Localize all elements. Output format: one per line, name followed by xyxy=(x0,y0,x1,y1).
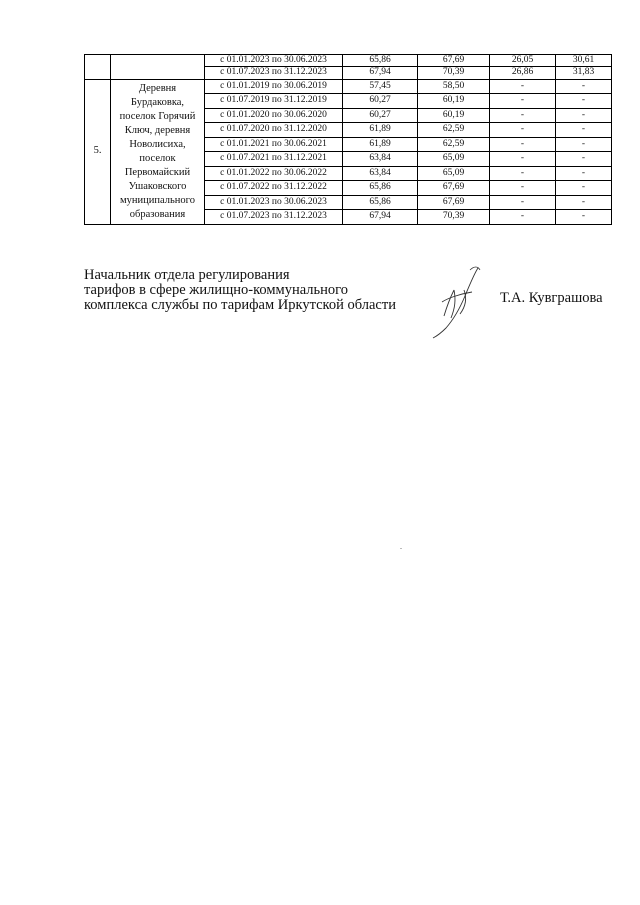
period-cell: с 01.01.2022 по 30.06.2022 xyxy=(205,166,343,181)
period-cell: с 01.01.2023 по 30.06.2023 xyxy=(205,55,343,67)
tariff-value-3: 26,05 xyxy=(490,55,556,67)
tariff-value-1: 60,27 xyxy=(343,94,418,109)
period-cell: с 01.07.2022 по 31.12.2022 xyxy=(205,181,343,196)
table-row xyxy=(85,55,612,67)
locality-cell: Деревня Бурдаковка, поселок Горячий Ключ, деревня Новолисиха, поселок Первомайский Ушаковского муниципального образования xyxy=(111,79,205,224)
row-number-cell: 5. xyxy=(85,79,111,224)
tariff-value-4: 30,61 xyxy=(556,55,612,67)
tariff-value-4: - xyxy=(556,210,612,225)
tariff-value-2: 70,39 xyxy=(418,210,490,225)
period-cell: с 01.07.2019 по 31.12.2019 xyxy=(205,94,343,109)
tariff-value-2: 67,69 xyxy=(418,195,490,210)
period-cell: с 01.01.2023 по 30.06.2023 xyxy=(205,195,343,210)
tariff-value-1: 63,84 xyxy=(343,166,418,181)
tariff-value-3: - xyxy=(490,108,556,123)
tariff-value-3: - xyxy=(490,210,556,225)
signature-block xyxy=(84,268,396,313)
tariff-value-1: 60,27 xyxy=(343,108,418,123)
tariff-value-2: 65,09 xyxy=(418,166,490,181)
scan-speck xyxy=(400,548,402,549)
tariff-value-3: - xyxy=(490,94,556,109)
tariff-value-1: 65,86 xyxy=(343,195,418,210)
tariff-value-2: 67,69 xyxy=(418,181,490,196)
signer-position-line-2: тарифов в сфере жилищно-коммунального xyxy=(84,282,348,298)
tariff-value-3: - xyxy=(490,79,556,94)
signer-position-line-1: Начальник отдела регулирования xyxy=(84,267,290,283)
period-cell: с 01.01.2020 по 30.06.2020 xyxy=(205,108,343,123)
tariff-value-1: 63,84 xyxy=(343,152,418,167)
tariff-value-4: - xyxy=(556,166,612,181)
tariff-value-4: - xyxy=(556,79,612,94)
tariff-value-2: 62,59 xyxy=(418,137,490,152)
tariff-value-3: 26,86 xyxy=(490,67,556,79)
tariff-value-1: 67,94 xyxy=(343,67,418,79)
tariff-value-4: - xyxy=(556,137,612,152)
row-number-cell xyxy=(85,55,111,80)
period-cell: с 01.07.2021 по 31.12.2021 xyxy=(205,152,343,167)
tariff-value-4: - xyxy=(556,195,612,210)
tariff-value-4: - xyxy=(556,123,612,138)
tariff-table xyxy=(84,54,612,225)
tariff-value-1: 61,89 xyxy=(343,123,418,138)
tariff-value-3: - xyxy=(490,137,556,152)
tariff-value-3: - xyxy=(490,181,556,196)
period-cell: с 01.07.2023 по 31.12.2023 xyxy=(205,210,343,225)
tariff-value-2: 60,19 xyxy=(418,94,490,109)
tariff-value-4: - xyxy=(556,108,612,123)
tariff-value-1: 61,89 xyxy=(343,137,418,152)
tariff-value-3: - xyxy=(490,152,556,167)
tariff-value-2: 67,69 xyxy=(418,55,490,67)
tariff-value-4: 31,83 xyxy=(556,67,612,79)
tariff-value-2: 65,09 xyxy=(418,152,490,167)
tariff-value-3: - xyxy=(490,123,556,138)
period-cell: с 01.07.2020 по 31.12.2020 xyxy=(205,123,343,138)
tariff-value-3: - xyxy=(490,195,556,210)
signer-name: Т.А. Кувграшова xyxy=(500,290,603,306)
tariff-value-4: - xyxy=(556,152,612,167)
tariff-value-1: 57,45 xyxy=(343,79,418,94)
tariff-value-2: 58,50 xyxy=(418,79,490,94)
tariff-value-4: - xyxy=(556,181,612,196)
tariff-value-1: 67,94 xyxy=(343,210,418,225)
locality-cell xyxy=(111,55,205,80)
period-cell: с 01.07.2023 по 31.12.2023 xyxy=(205,67,343,79)
tariff-value-1: 65,86 xyxy=(343,55,418,67)
period-cell: с 01.01.2021 по 30.06.2021 xyxy=(205,137,343,152)
table-row xyxy=(85,79,612,94)
signer-position-line-3: комплекса службы по тарифам Иркутской области xyxy=(84,297,396,313)
period-cell: с 01.01.2019 по 30.06.2019 xyxy=(205,79,343,94)
tariff-value-1: 65,86 xyxy=(343,181,418,196)
tariff-table-body xyxy=(85,55,612,225)
tariff-value-4: - xyxy=(556,94,612,109)
tariff-value-2: 60,19 xyxy=(418,108,490,123)
tariff-value-3: - xyxy=(490,166,556,181)
handwritten-signature xyxy=(420,262,490,340)
tariff-value-2: 70,39 xyxy=(418,67,490,79)
tariff-value-2: 62,59 xyxy=(418,123,490,138)
